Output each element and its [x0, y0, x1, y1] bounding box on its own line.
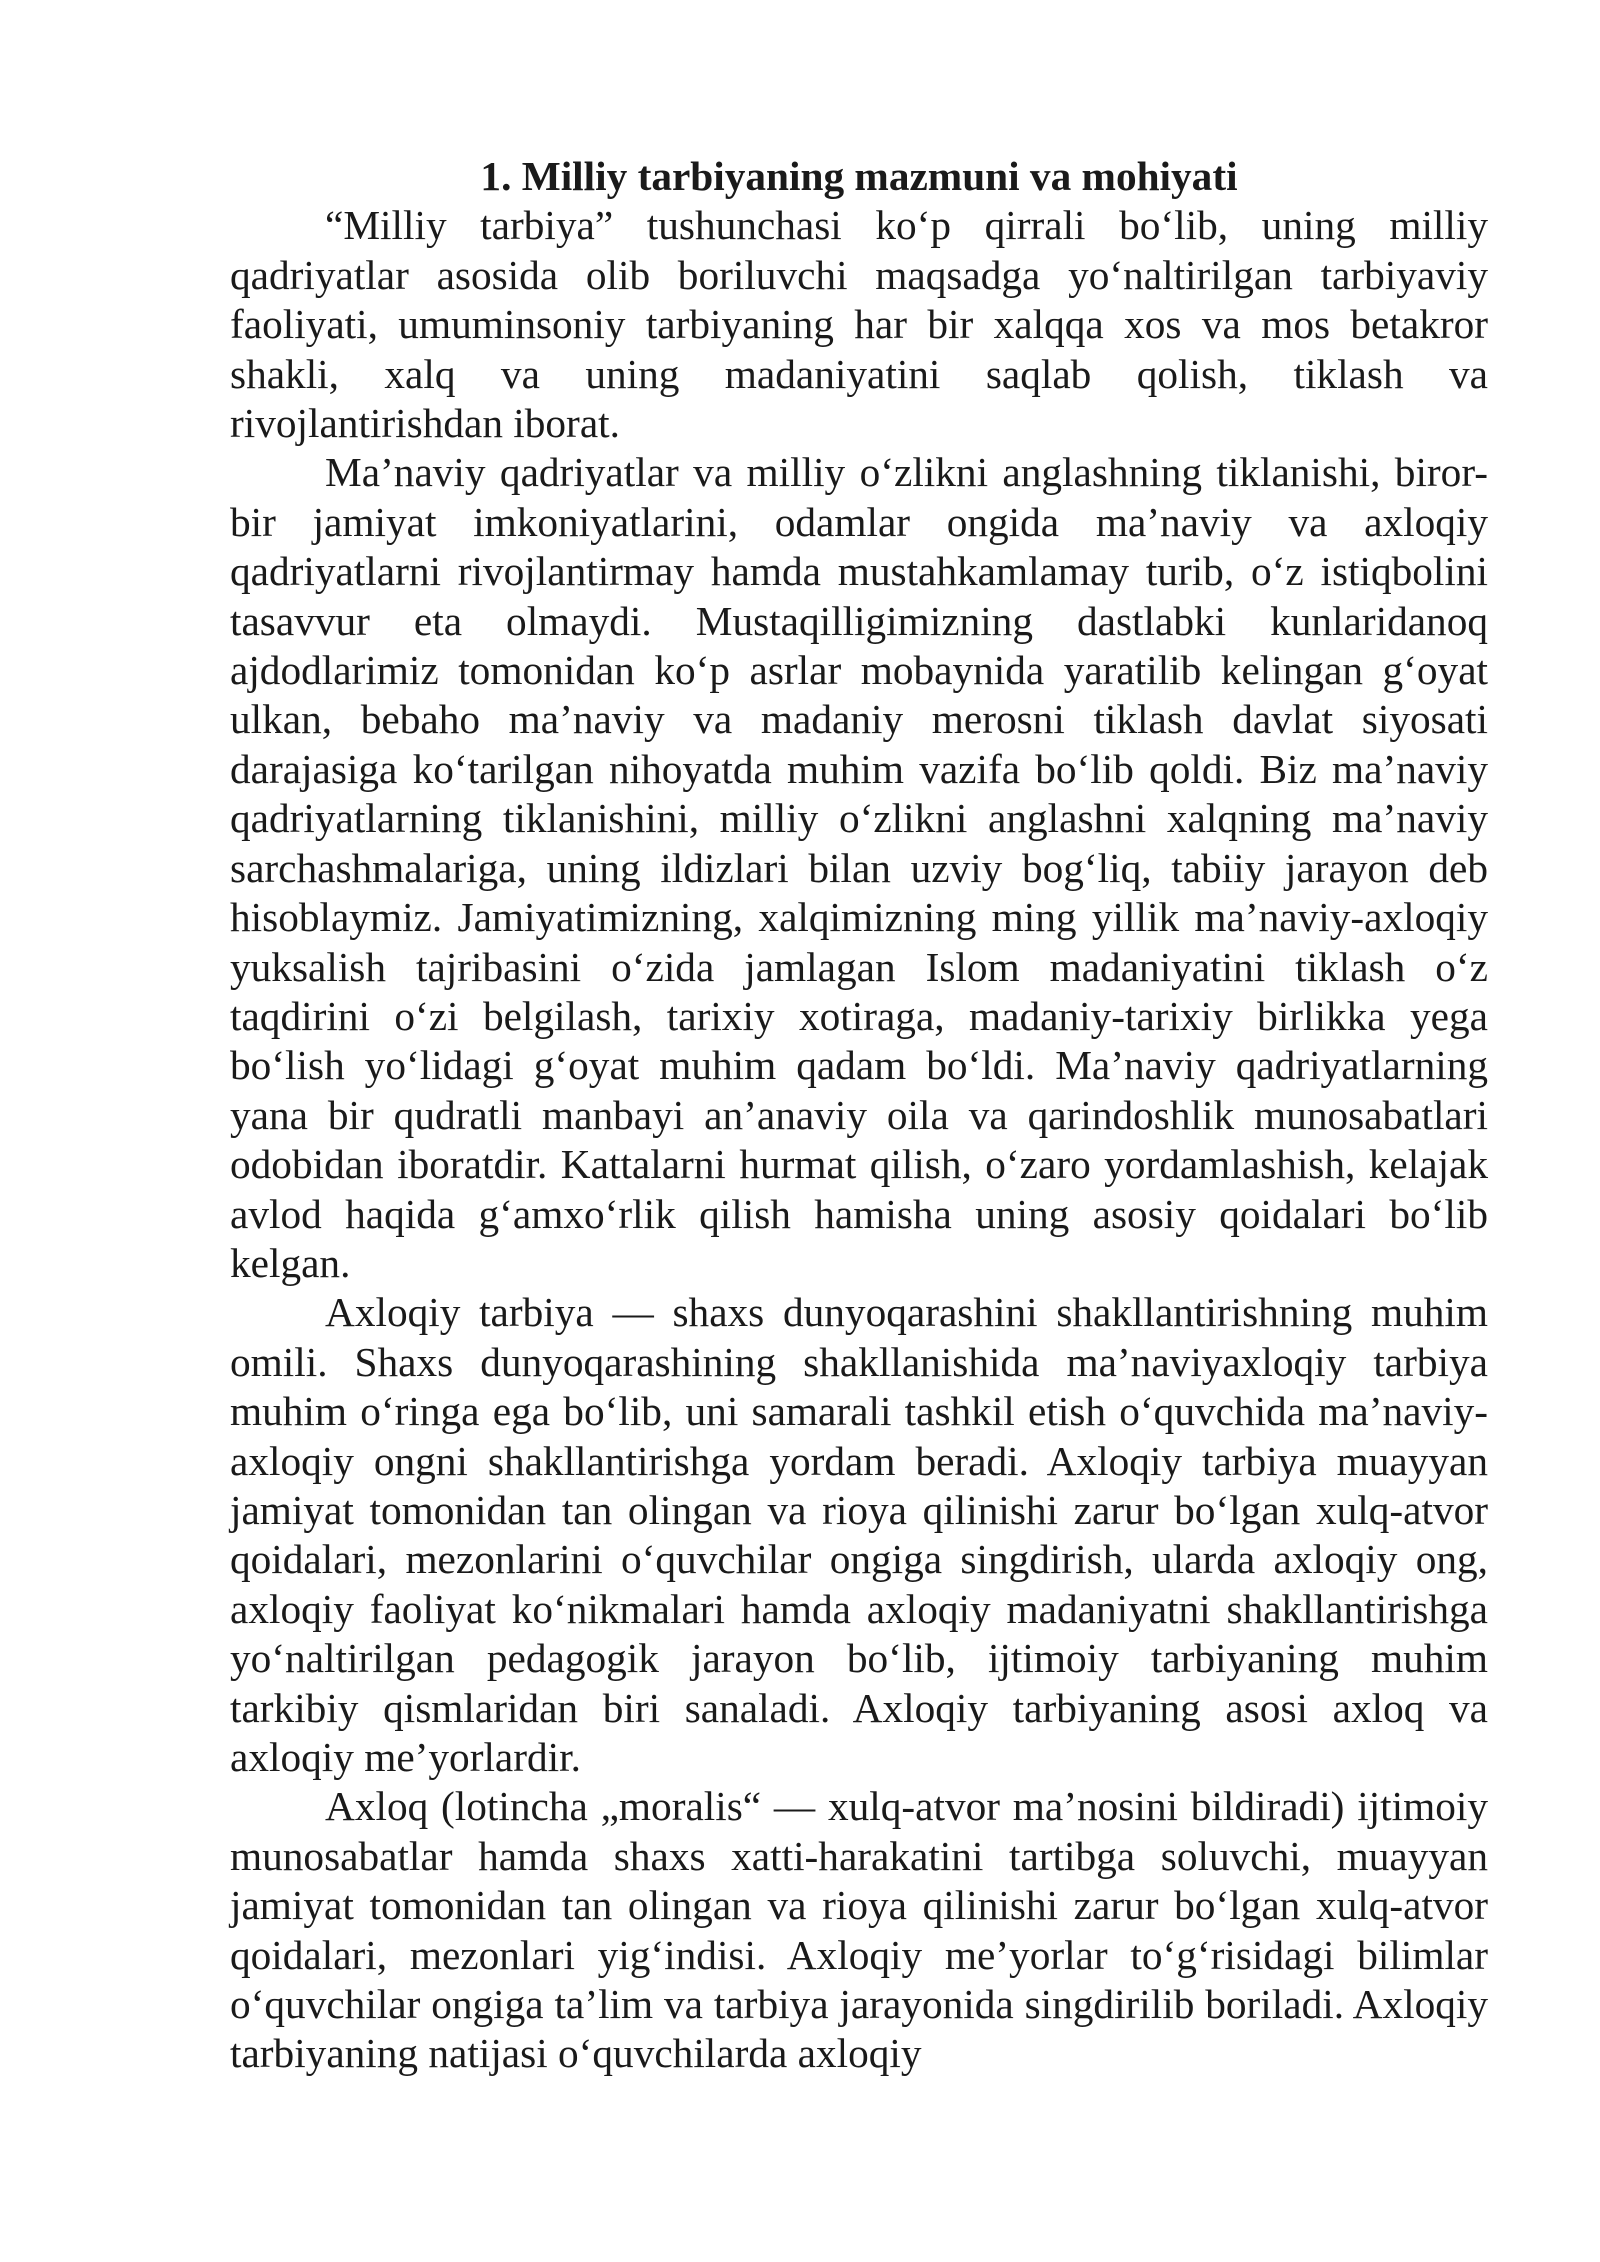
section-title: 1. Milliy tarbiyaning mazmuni va mohiyati	[480, 153, 1238, 199]
paragraph-axloqiy-tarbiya: Axloqiy tarbiya — shaxs dunyoqarashini shakllantirishning muhim omili. Shaxs dunyoqarashining shakllanishida ma’naviyaxloqiy tarbiya muhim o‘ringa ega bo‘lib, uni samarali tashkil etish o‘quvchida ma’naviy-axloqiy ongni shakllantirishga yordam beradi. Axloqiy tarbiya muayyan jamiyat tomonidan tan olingan va rioya qilinishi zarur bo‘lgan xulq-atvor qoidalari, mezonlarini o‘quvchilar ongiga singdirish, ularda axloqiy ong, axloqiy faoliyat ko‘nikmalari hamda axloqiy madaniyatni shakllantirishga yo‘naltirilgan pedagogik jarayon bo‘lib, ijtimoiy tarbiyaning muhim tarkibiy qismlaridan biri sanaladi. Axloqiy tarbiyaning asosi axloq va axloqiy me’yorlardir.	[230, 1289, 1488, 1780]
document-page	[230, 152, 1488, 2079]
paragraph-manaviy-qadriyatlar: Ma’naviy qadriyatlar va milliy o‘zlikni anglashning tiklanishi, biror-bir jamiyat imkoniyatlarini, odamlar ongida ma’naviy va axloqiy qadriyatlarni rivojlantirmay hamda mustahkamlamay turib, o‘z istiqbolini tasavvur eta olmaydi. Mustaqilligimizning dastlabki kunlaridanoq ajdodlarimiz tomonidan ko‘p asrlar mobaynida yaratilib kelingan g‘oyat ulkan, bebaho ma’naviy va madaniy merosni tiklash davlat siyosati darajasiga ko‘tarilgan nihoyatda muhim vazifa bo‘lib qoldi. Biz ma’naviy qadriyatlarning tiklanishini, milliy o‘zlikni anglashni xalqning ma’naviy sarchashmalariga, uning ildizlari bilan uzviy bog‘liq, tabiiy jarayon deb hisoblaymiz. Jamiyatimizning, xalqimizning ming yillik ma’naviy-axloqiy yuksalish tajribasini o‘zida jamlagan Islom madaniyatini tiklash o‘z taqdirini o‘zi belgilash, tarixiy xotiraga, madaniy-tarixiy birlikka yega bo‘lish yo‘lidagi g‘oyat muhim qadam bo‘ldi. Ma’naviy qadriyatlarning yana bir qudratli manbayi an’anaviy oila va qarindoshlik munosabatlari odobidan iboratdir. Kattalarni hurmat qilish, o‘zaro yordamlashish, kelajak avlod haqida g‘amxo‘rlik qilish hamisha uning asosiy qoidalari bo‘lib kelgan.	[230, 449, 1488, 1286]
paragraph-milliy-tarbiya: “Milliy tarbiya” tushunchasi ko‘p qirrali bo‘lib, uning milliy qadriyatlar asosida olib boriluvchi maqsadga yo‘naltirilgan tarbiyaviy faoliyati, umuminsoniy tarbiyaning har bir xalqqa xos va mos betakror shakli, xalq va uning madaniyatini saqlab qolish, tiklash va rivojlantirishdan iborat.	[230, 202, 1488, 447]
paragraph-axloq: Axloq (lotincha „moralis“ — xulq-atvor ma’nosini bildiradi) ijtimoiy munosabatlar hamda shaxs xatti-harakatini tartibga soluvchi, muayyan jamiyat tomonidan tan olingan va rioya qilinishi zarur bo‘lgan xulq-atvor qoidalari, mezonlari yig‘indisi. Axloqiy me’yorlar to‘g‘risidagi bilimlar o‘quvchilar ongiga ta’lim va tarbiya jarayonida singdirilib boriladi. Axloqiy tarbiyaning natijasi o‘quvchilarda axloqiy	[230, 1783, 1488, 2077]
